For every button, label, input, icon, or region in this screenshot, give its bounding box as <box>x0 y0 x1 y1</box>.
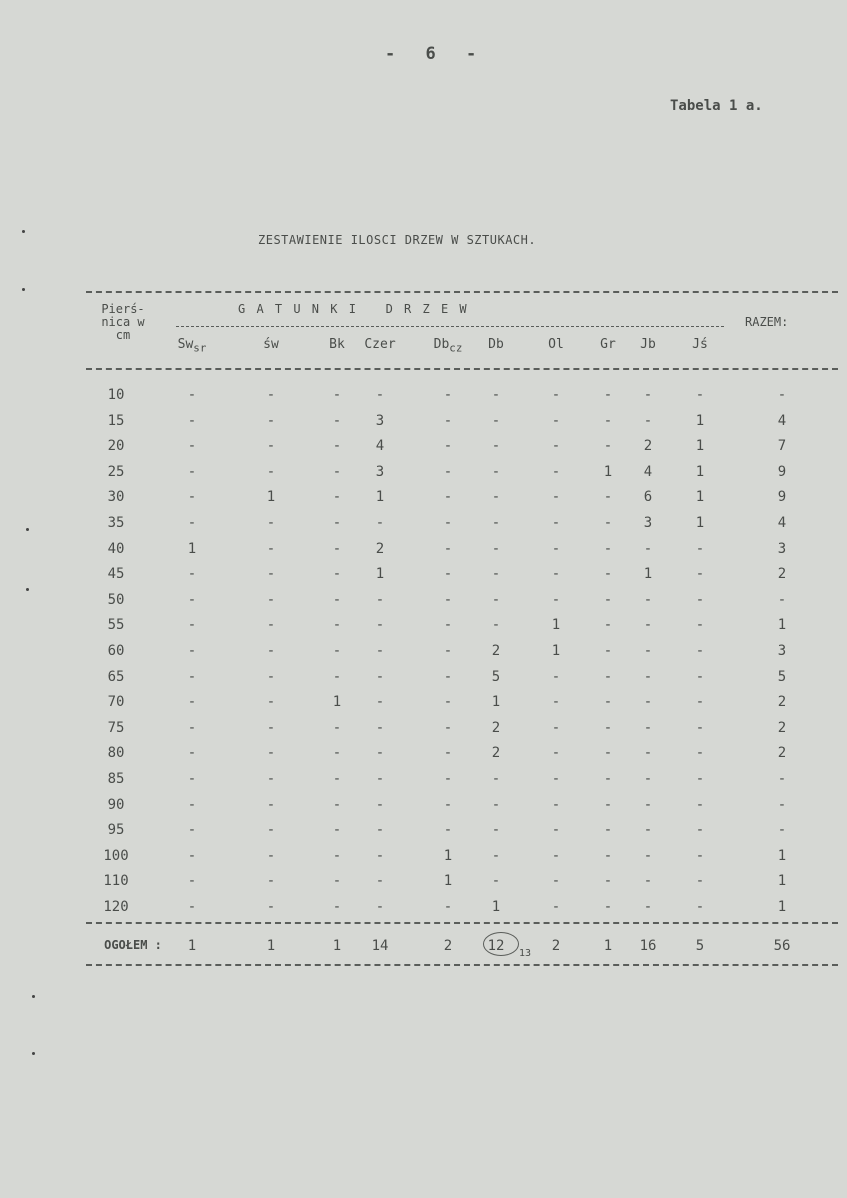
count-cell: - <box>443 668 453 685</box>
row-total-cell: - <box>777 796 787 813</box>
count-cell: 1 <box>443 873 453 890</box>
count-cell: 6 <box>643 489 653 506</box>
count-cell: - <box>266 515 276 531</box>
count-cell: 1 <box>551 643 561 659</box>
count-cell: - <box>491 617 501 634</box>
count-cell: - <box>603 515 613 531</box>
count-cell: 2 <box>375 540 385 557</box>
count-cell: 1 <box>375 566 385 583</box>
row-total-cell: - <box>777 591 787 608</box>
count-cell: - <box>603 540 613 557</box>
dbh-cell: 85 <box>107 771 125 787</box>
count-cell: - <box>695 566 705 583</box>
count-cell: - <box>375 796 385 813</box>
count-cell: - <box>491 540 501 557</box>
count-cell: - <box>551 847 561 864</box>
count-cell: - <box>643 745 653 762</box>
count-cell: - <box>695 387 705 403</box>
dbh-cell: 55 <box>107 617 125 634</box>
count-cell: - <box>332 745 342 762</box>
dbh-cell: 90 <box>107 796 125 813</box>
count-cell: - <box>551 463 561 480</box>
count-cell: - <box>551 591 561 608</box>
count-cell: - <box>491 489 501 506</box>
row-total-cell: 4 <box>777 412 787 429</box>
count-cell: - <box>266 463 276 480</box>
dbh-cell: 50 <box>107 591 125 608</box>
count-cell: - <box>187 694 197 711</box>
count-cell: - <box>266 566 276 583</box>
count-cell: - <box>443 796 453 813</box>
count-cell: - <box>187 515 197 531</box>
count-cell: - <box>266 873 276 890</box>
count-cell: - <box>332 591 342 608</box>
count-cell: - <box>332 489 342 506</box>
total-count-cell: 1 <box>187 938 197 954</box>
count-cell: 5 <box>491 668 501 685</box>
count-cell: 1 <box>187 540 197 557</box>
total-count-cell: 1 <box>266 938 276 954</box>
count-cell: - <box>695 719 705 736</box>
count-cell: - <box>332 643 342 659</box>
count-cell: - <box>375 873 385 890</box>
dbh-cell: 110 <box>103 873 129 890</box>
count-cell: - <box>443 771 453 787</box>
count-cell: - <box>266 643 276 659</box>
count-cell: - <box>443 694 453 711</box>
count-cell: - <box>266 899 276 915</box>
count-cell: - <box>491 796 501 813</box>
count-cell: - <box>695 796 705 813</box>
count-cell: - <box>332 412 342 429</box>
handwritten-note: 13 <box>519 948 532 959</box>
count-cell: - <box>603 796 613 813</box>
count-cell: - <box>187 438 197 455</box>
count-cell: - <box>375 694 385 711</box>
row-total-cell: - <box>777 387 787 403</box>
count-cell: - <box>266 796 276 813</box>
count-cell: - <box>643 873 653 890</box>
dbh-cell: 15 <box>107 412 125 429</box>
total-count-cell: 5 <box>695 938 705 954</box>
count-cell: 3 <box>643 515 653 531</box>
count-cell: - <box>332 540 342 557</box>
count-cell: 1 <box>332 694 342 711</box>
count-cell: - <box>603 617 613 634</box>
count-cell: - <box>187 566 197 583</box>
count-cell: - <box>551 796 561 813</box>
count-cell: - <box>187 643 197 659</box>
count-cell: 1 <box>551 617 561 634</box>
count-cell: - <box>266 745 276 762</box>
count-cell: - <box>375 617 385 634</box>
count-cell: - <box>187 771 197 787</box>
row-total-cell: 3 <box>777 540 787 557</box>
count-cell: - <box>603 412 613 429</box>
count-cell: - <box>695 617 705 634</box>
dbh-cell: 40 <box>107 540 125 557</box>
count-cell: - <box>443 643 453 659</box>
count-cell: - <box>187 796 197 813</box>
total-count-cell: 14 <box>371 938 389 954</box>
count-cell: - <box>695 591 705 608</box>
row-total-cell: - <box>777 771 787 787</box>
count-cell: 2 <box>643 438 653 455</box>
count-cell: - <box>491 566 501 583</box>
header-bottom-rule <box>86 368 838 370</box>
count-cell: - <box>187 463 197 480</box>
count-cell: - <box>375 668 385 685</box>
count-cell: - <box>332 719 342 736</box>
dbh-cell: 70 <box>107 694 125 711</box>
count-cell: - <box>187 668 197 685</box>
count-cell: - <box>332 771 342 787</box>
count-cell: 1 <box>695 489 705 506</box>
count-cell: - <box>332 387 342 403</box>
count-cell: - <box>643 617 653 634</box>
total-count-cell: 2 <box>551 938 561 954</box>
total-count-cell: 2 <box>443 938 453 954</box>
count-cell: - <box>643 899 653 915</box>
species-header-4: Czer <box>364 337 396 352</box>
count-cell: 1 <box>603 463 613 480</box>
row-total-cell: 3 <box>777 643 787 659</box>
count-cell: - <box>551 566 561 583</box>
count-cell: - <box>551 387 561 403</box>
row-total-cell: 7 <box>777 438 787 455</box>
count-cell: - <box>187 387 197 403</box>
count-cell: - <box>695 822 705 839</box>
count-cell: - <box>603 822 613 839</box>
count-cell: - <box>643 668 653 685</box>
count-cell: - <box>551 822 561 839</box>
count-cell: - <box>443 387 453 403</box>
count-cell: - <box>187 847 197 864</box>
count-cell: - <box>443 899 453 915</box>
count-cell: - <box>491 847 501 864</box>
count-cell: - <box>187 719 197 736</box>
species-header-2: św <box>263 337 279 352</box>
margin-dot <box>26 528 29 531</box>
count-cell: - <box>266 694 276 711</box>
margin-dot <box>22 288 25 291</box>
row-total-cell: 2 <box>777 745 787 762</box>
count-cell: 3 <box>375 463 385 480</box>
count-cell: 2 <box>491 643 501 659</box>
count-cell: - <box>375 643 385 659</box>
count-cell: - <box>491 412 501 429</box>
species-header-10: Jś <box>692 337 708 352</box>
count-cell: - <box>443 489 453 506</box>
count-cell: - <box>266 540 276 557</box>
total-count-cell: 1 <box>603 938 613 954</box>
table-bottom-rule <box>86 964 838 966</box>
row-total-cell: 5 <box>777 668 787 685</box>
row-total-cell: 1 <box>777 617 787 634</box>
count-cell: - <box>332 463 342 480</box>
group-rule <box>176 326 724 327</box>
count-cell: - <box>491 591 501 608</box>
count-cell: - <box>375 515 385 531</box>
count-cell: - <box>187 489 197 506</box>
table-top-rule <box>86 291 838 293</box>
count-cell: 2 <box>491 719 501 736</box>
count-cell: - <box>695 771 705 787</box>
count-cell: - <box>551 540 561 557</box>
count-cell: - <box>375 719 385 736</box>
count-cell: - <box>603 899 613 915</box>
count-cell: 2 <box>491 745 501 762</box>
count-cell: - <box>643 694 653 711</box>
count-cell: - <box>375 745 385 762</box>
totals-label: OGOŁEM : <box>104 938 162 952</box>
count-cell: - <box>603 438 613 455</box>
dbh-cell: 60 <box>107 643 125 659</box>
count-cell: - <box>443 515 453 531</box>
species-header-3: Bk <box>329 337 345 352</box>
count-cell: 3 <box>375 412 385 429</box>
count-cell: - <box>491 873 501 890</box>
count-cell: 1 <box>443 847 453 864</box>
species-header-6: Db <box>488 337 504 352</box>
count-cell: - <box>332 899 342 915</box>
dbh-header: Pierś- nica w cm <box>101 302 145 342</box>
count-cell: - <box>551 771 561 787</box>
row-total-cell: 1 <box>777 847 787 864</box>
count-cell: - <box>491 771 501 787</box>
total-count-cell: 16 <box>639 938 657 954</box>
count-cell: 1 <box>375 489 385 506</box>
count-cell: - <box>643 822 653 839</box>
count-cell: - <box>375 822 385 839</box>
page-number: - 6 - <box>385 44 487 64</box>
count-cell: - <box>695 745 705 762</box>
count-cell: - <box>695 899 705 915</box>
dbh-cell: 35 <box>107 515 125 531</box>
count-cell: - <box>491 822 501 839</box>
count-cell: - <box>551 873 561 890</box>
handwritten-circle <box>483 932 519 956</box>
count-cell: - <box>443 412 453 429</box>
count-cell: - <box>187 591 197 608</box>
count-cell: 4 <box>643 463 653 480</box>
dbh-cell: 25 <box>107 463 125 480</box>
dbh-cell: 80 <box>107 745 125 762</box>
count-cell: - <box>187 745 197 762</box>
count-cell: - <box>443 566 453 583</box>
count-cell: - <box>643 412 653 429</box>
count-cell: - <box>551 745 561 762</box>
count-cell: - <box>643 847 653 864</box>
count-cell: - <box>551 515 561 531</box>
count-cell: - <box>266 438 276 455</box>
count-cell: - <box>332 566 342 583</box>
count-cell: - <box>187 412 197 429</box>
count-cell: - <box>443 745 453 762</box>
count-cell: - <box>443 822 453 839</box>
count-cell: - <box>375 899 385 915</box>
count-cell: - <box>332 796 342 813</box>
count-cell: 1 <box>695 515 705 531</box>
count-cell: - <box>551 694 561 711</box>
count-cell: 1 <box>695 412 705 429</box>
count-cell: - <box>266 387 276 403</box>
row-total-cell: 9 <box>777 489 787 506</box>
dbh-cell: 95 <box>107 822 125 839</box>
count-cell: - <box>187 899 197 915</box>
count-cell: - <box>266 412 276 429</box>
count-cell: - <box>443 719 453 736</box>
count-cell: - <box>695 668 705 685</box>
count-cell: - <box>375 771 385 787</box>
count-cell: - <box>266 591 276 608</box>
count-cell: - <box>643 796 653 813</box>
total-header: RAZEM: <box>745 315 789 329</box>
species-header-9: Jb <box>640 337 656 352</box>
count-cell: - <box>266 847 276 864</box>
count-cell: - <box>695 847 705 864</box>
count-cell: - <box>603 668 613 685</box>
count-cell: 1 <box>266 489 276 506</box>
count-cell: - <box>695 694 705 711</box>
row-total-cell: - <box>777 822 787 839</box>
count-cell: - <box>643 591 653 608</box>
count-cell: - <box>332 617 342 634</box>
count-cell: - <box>603 771 613 787</box>
count-cell: - <box>695 643 705 659</box>
count-cell: - <box>551 438 561 455</box>
margin-dot <box>22 230 25 233</box>
count-cell: - <box>187 873 197 890</box>
count-cell: - <box>643 719 653 736</box>
row-total-cell: 2 <box>777 566 787 583</box>
count-cell: - <box>695 540 705 557</box>
row-total-cell: 1 <box>777 899 787 915</box>
count-cell: 1 <box>695 463 705 480</box>
count-cell: - <box>491 515 501 531</box>
count-cell: - <box>603 566 613 583</box>
count-cell: - <box>443 591 453 608</box>
row-total-cell: 2 <box>777 694 787 711</box>
count-cell: - <box>695 873 705 890</box>
count-cell: - <box>491 387 501 403</box>
count-cell: - <box>266 771 276 787</box>
count-cell: - <box>551 412 561 429</box>
count-cell: - <box>603 591 613 608</box>
row-total-cell: 4 <box>777 515 787 531</box>
species-group-header: G A T U N K I D R Z E W <box>238 302 469 316</box>
count-cell: - <box>491 438 501 455</box>
count-cell: 4 <box>375 438 385 455</box>
count-cell: - <box>643 643 653 659</box>
count-cell: - <box>375 387 385 403</box>
count-cell: - <box>332 873 342 890</box>
count-cell: - <box>187 617 197 634</box>
count-cell: - <box>443 540 453 557</box>
dbh-cell: 65 <box>107 668 125 685</box>
count-cell: - <box>443 438 453 455</box>
count-cell: - <box>551 899 561 915</box>
count-cell: - <box>603 387 613 403</box>
dbh-cell: 120 <box>103 899 129 915</box>
count-cell: 1 <box>695 438 705 455</box>
count-cell: - <box>332 847 342 864</box>
margin-dot <box>32 1052 35 1055</box>
total-count-cell: 1 <box>332 938 342 954</box>
count-cell: - <box>551 489 561 506</box>
dbh-cell: 45 <box>107 566 125 583</box>
table-label: Tabela 1 a. <box>670 98 763 114</box>
count-cell: - <box>266 668 276 685</box>
table-heading: ZESTAWIENIE ILOSCI DRZEW W SZTUKACH. <box>258 233 537 247</box>
count-cell: - <box>603 745 613 762</box>
count-cell: - <box>603 643 613 659</box>
species-header-8: Gr <box>600 337 616 352</box>
count-cell: 1 <box>491 694 501 711</box>
count-cell: - <box>603 847 613 864</box>
margin-dot <box>26 588 29 591</box>
count-cell: - <box>332 822 342 839</box>
count-cell: - <box>643 771 653 787</box>
count-cell: - <box>187 822 197 839</box>
count-cell: - <box>332 438 342 455</box>
count-cell: - <box>551 719 561 736</box>
count-cell: - <box>603 694 613 711</box>
dbh-cell: 20 <box>107 438 125 455</box>
total-count-cell: 12 <box>487 938 505 954</box>
dbh-cell: 30 <box>107 489 125 506</box>
count-cell: - <box>603 719 613 736</box>
count-cell: - <box>375 591 385 608</box>
count-cell: - <box>603 489 613 506</box>
count-cell: - <box>375 847 385 864</box>
species-header-1: $Sw_{sr}$ <box>177 337 207 355</box>
count-cell: - <box>443 617 453 634</box>
totals-top-rule <box>86 922 838 924</box>
dbh-cell: 100 <box>103 847 129 864</box>
grand-total-cell: 56 <box>773 938 791 954</box>
row-total-cell: 2 <box>777 719 787 736</box>
species-header-7: Ol <box>548 337 564 352</box>
count-cell: 1 <box>491 899 501 915</box>
count-cell: - <box>443 463 453 480</box>
row-total-cell: 9 <box>777 463 787 480</box>
count-cell: - <box>491 463 501 480</box>
count-cell: - <box>266 617 276 634</box>
dbh-cell: 10 <box>107 387 125 403</box>
count-cell: - <box>643 540 653 557</box>
count-cell: - <box>332 668 342 685</box>
count-cell: - <box>643 387 653 403</box>
species-header-5: $Db_{cz}$ <box>433 337 463 355</box>
margin-dot <box>32 995 35 998</box>
row-total-cell: 1 <box>777 873 787 890</box>
count-cell: - <box>603 873 613 890</box>
count-cell: 1 <box>643 566 653 583</box>
dbh-cell: 75 <box>107 719 125 736</box>
count-cell: - <box>266 822 276 839</box>
count-cell: - <box>551 668 561 685</box>
count-cell: - <box>266 719 276 736</box>
count-cell: - <box>332 515 342 531</box>
